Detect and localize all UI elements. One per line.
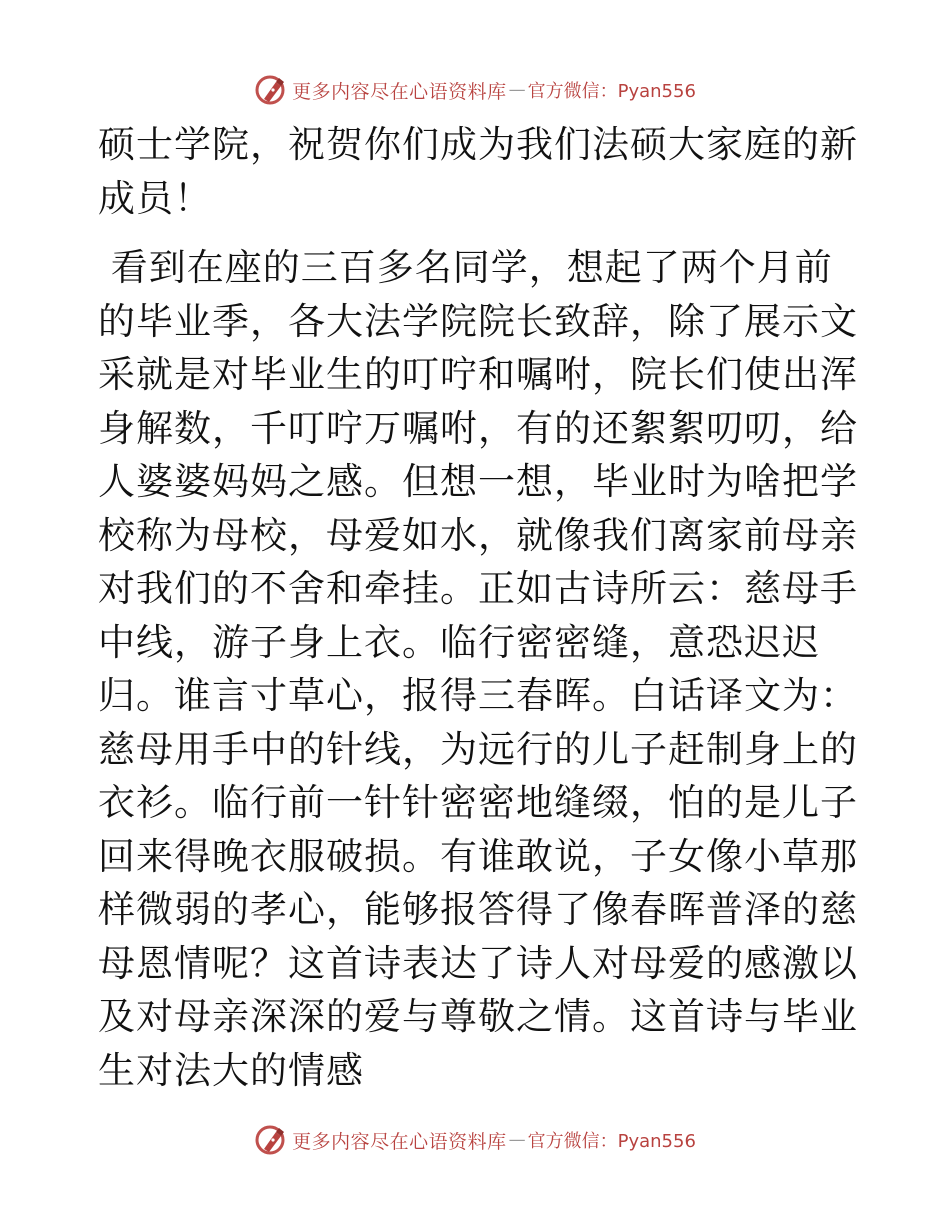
header-dash: —	[508, 80, 526, 100]
footer-banner	[0, 1120, 950, 1160]
paragraph-1: 硕士学院，祝贺你们成为我们法硕大家庭的新成员！	[98, 123, 858, 220]
footer-contact: 官方微信：Pyan556	[527, 1131, 696, 1152]
footer-dash: —	[508, 1130, 526, 1150]
pen-nib-circle-icon	[254, 73, 288, 107]
header-banner	[0, 70, 950, 110]
header-slogan: 更多内容尽在心语资料库	[292, 80, 507, 103]
pen-nib-circle-icon	[254, 1123, 288, 1157]
paragraph-2: 看到在座的三百多名同学，想起了两个月前的毕业季，各大法学院院长致辞，除了展示文采就是对毕业生的叮咛和嘱咐，院长们使出浑身解数，千叮咛万嘱咐，有的还絮絮叨叨，给人婆婆妈妈之感。但想一想，毕业时为啥把学校称为母校，母爱如水，就像我们离家前母亲对我们的不舍和牵挂。正如古诗所云：慈母手中线，游子身上衣。临行密密缝，意恐迟迟归。谁言寸草心，报得三春晖。白话译文为：慈母用手中的针线，为远行的儿子赶制身上的衣衫。临行前一针针密密地缝缀，怕的是儿子回来得晚衣服破损。有谁敢说，子女像小草那样微弱的孝心，能够报答得了像春晖普泽的慈母恩情呢？这首诗表达了诗人对母爱的感激以及对母亲深深的爱与尊敬之情。这首诗与毕业生对法大的情感	[98, 246, 858, 1092]
document-body	[98, 118, 858, 1097]
footer-slogan: 更多内容尽在心语资料库	[292, 1130, 507, 1153]
header-contact: 官方微信：Pyan556	[527, 81, 696, 102]
